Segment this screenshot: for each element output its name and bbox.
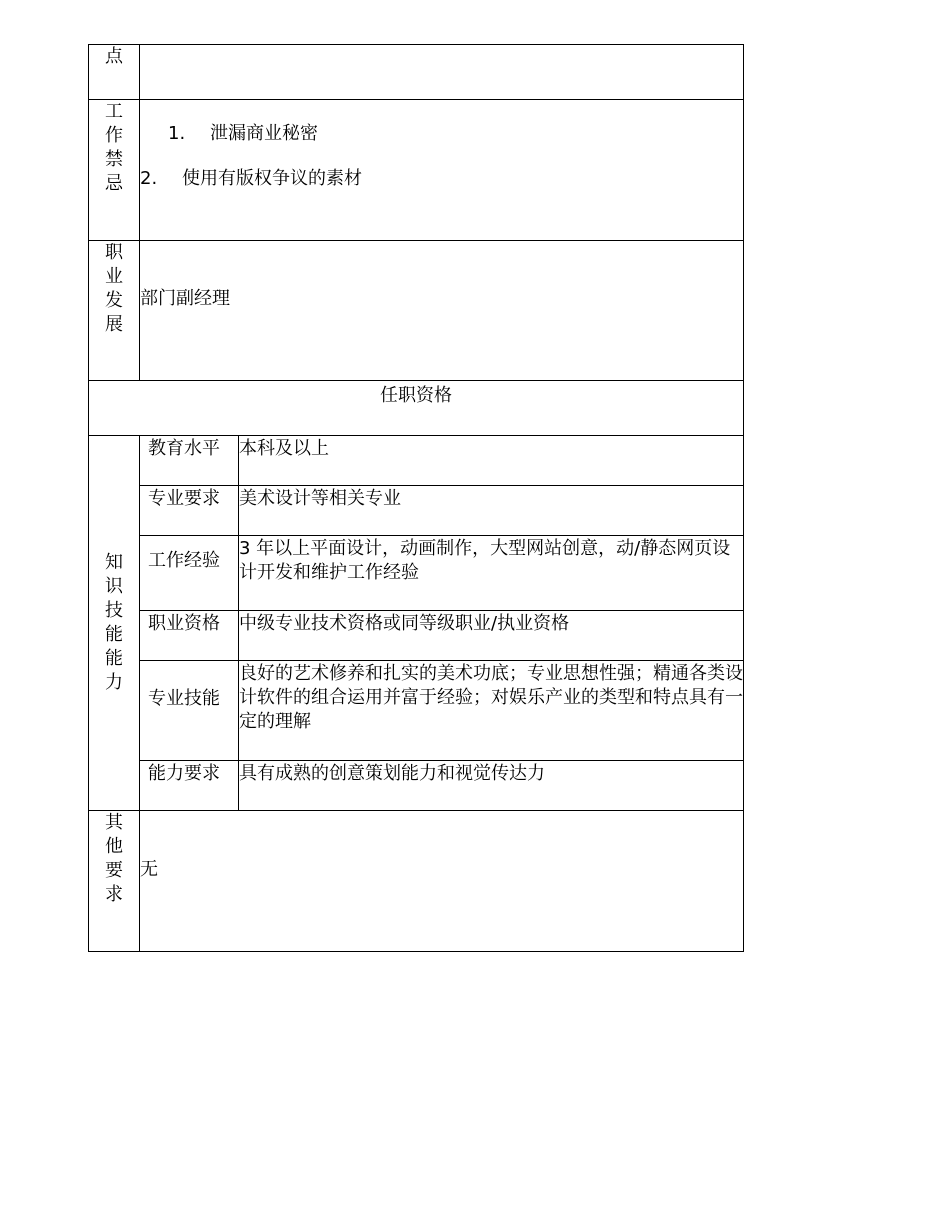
label-char: 发 xyxy=(105,290,123,311)
label-char: 他 xyxy=(105,836,123,857)
prohibitions-content xyxy=(140,100,744,241)
top-row-label xyxy=(89,45,140,100)
knowledge-label xyxy=(89,436,140,811)
label-char: 展 xyxy=(105,314,123,335)
qualification-value: 3 年以上平面设计，动画制作，大型网站创意，动/静态网页设计开发和维护工作经验 xyxy=(239,536,744,611)
qualification-label: 专业技能 xyxy=(140,661,239,761)
prohibition-item xyxy=(140,100,743,146)
label-char: 技 xyxy=(105,600,123,621)
qualifications-header-row xyxy=(89,381,744,436)
prohibition-item xyxy=(140,146,743,191)
other-content xyxy=(140,811,744,952)
other-value: 无 xyxy=(140,859,158,880)
qualification-label: 教育水平 xyxy=(140,436,239,486)
qualification-value: 良好的艺术修养和扎实的美术功底；专业思想性强；精通各类设计软件的组合运用并富于经验；对娱乐产业的类型和特点具有一定的理解 xyxy=(239,661,744,761)
career-label xyxy=(89,241,140,381)
label-char: 识 xyxy=(105,576,123,597)
label-char: 工 xyxy=(105,101,123,122)
label-char: 能 xyxy=(105,624,123,645)
qualification-value: 美术设计等相关专业 xyxy=(239,486,744,536)
item-text: 泄漏商业秘密 xyxy=(210,123,318,144)
qualification-value: 中级专业技术资格或同等级职业/执业资格 xyxy=(239,611,744,661)
label-char: 业 xyxy=(105,266,123,287)
qualifications-header: 任职资格 xyxy=(89,381,744,436)
label-char: 禁 xyxy=(105,149,123,170)
knowledge-row xyxy=(89,486,744,536)
knowledge-row xyxy=(89,611,744,661)
qualification-value: 具有成熟的创意策划能力和视觉传达力 xyxy=(239,761,744,811)
knowledge-row xyxy=(89,661,744,761)
label-char: 作 xyxy=(105,125,123,146)
qualification-label: 专业要求 xyxy=(140,486,239,536)
label-char: 忌 xyxy=(105,173,123,194)
qualification-label: 能力要求 xyxy=(140,761,239,811)
prohibitions-row xyxy=(89,100,744,241)
qualification-label: 职业资格 xyxy=(140,611,239,661)
label-char: 能 xyxy=(105,648,123,669)
top-row-content xyxy=(140,45,744,100)
qualification-value: 本科及以上 xyxy=(239,436,744,486)
label-char: 要 xyxy=(105,860,123,881)
item-number: 1. xyxy=(168,123,186,144)
label-char: 点 xyxy=(105,46,123,67)
knowledge-row xyxy=(89,436,744,486)
item-number: 2. xyxy=(140,168,158,189)
qualification-label: 工作经验 xyxy=(140,536,239,611)
label-char: 知 xyxy=(105,552,123,573)
other-row xyxy=(89,811,744,952)
career-content xyxy=(140,241,744,381)
label-char: 其 xyxy=(105,812,123,833)
career-value: 部门副经理 xyxy=(140,288,230,309)
other-label xyxy=(89,811,140,952)
label-char: 求 xyxy=(105,884,123,905)
career-row xyxy=(89,241,744,381)
label-char: 力 xyxy=(105,672,123,693)
top-row xyxy=(89,45,744,100)
knowledge-row xyxy=(89,536,744,611)
knowledge-row xyxy=(89,761,744,811)
job-description-table xyxy=(88,44,744,952)
item-text: 使用有版权争议的素材 xyxy=(182,168,362,189)
prohibitions-label xyxy=(89,100,140,241)
label-char: 职 xyxy=(105,242,123,263)
